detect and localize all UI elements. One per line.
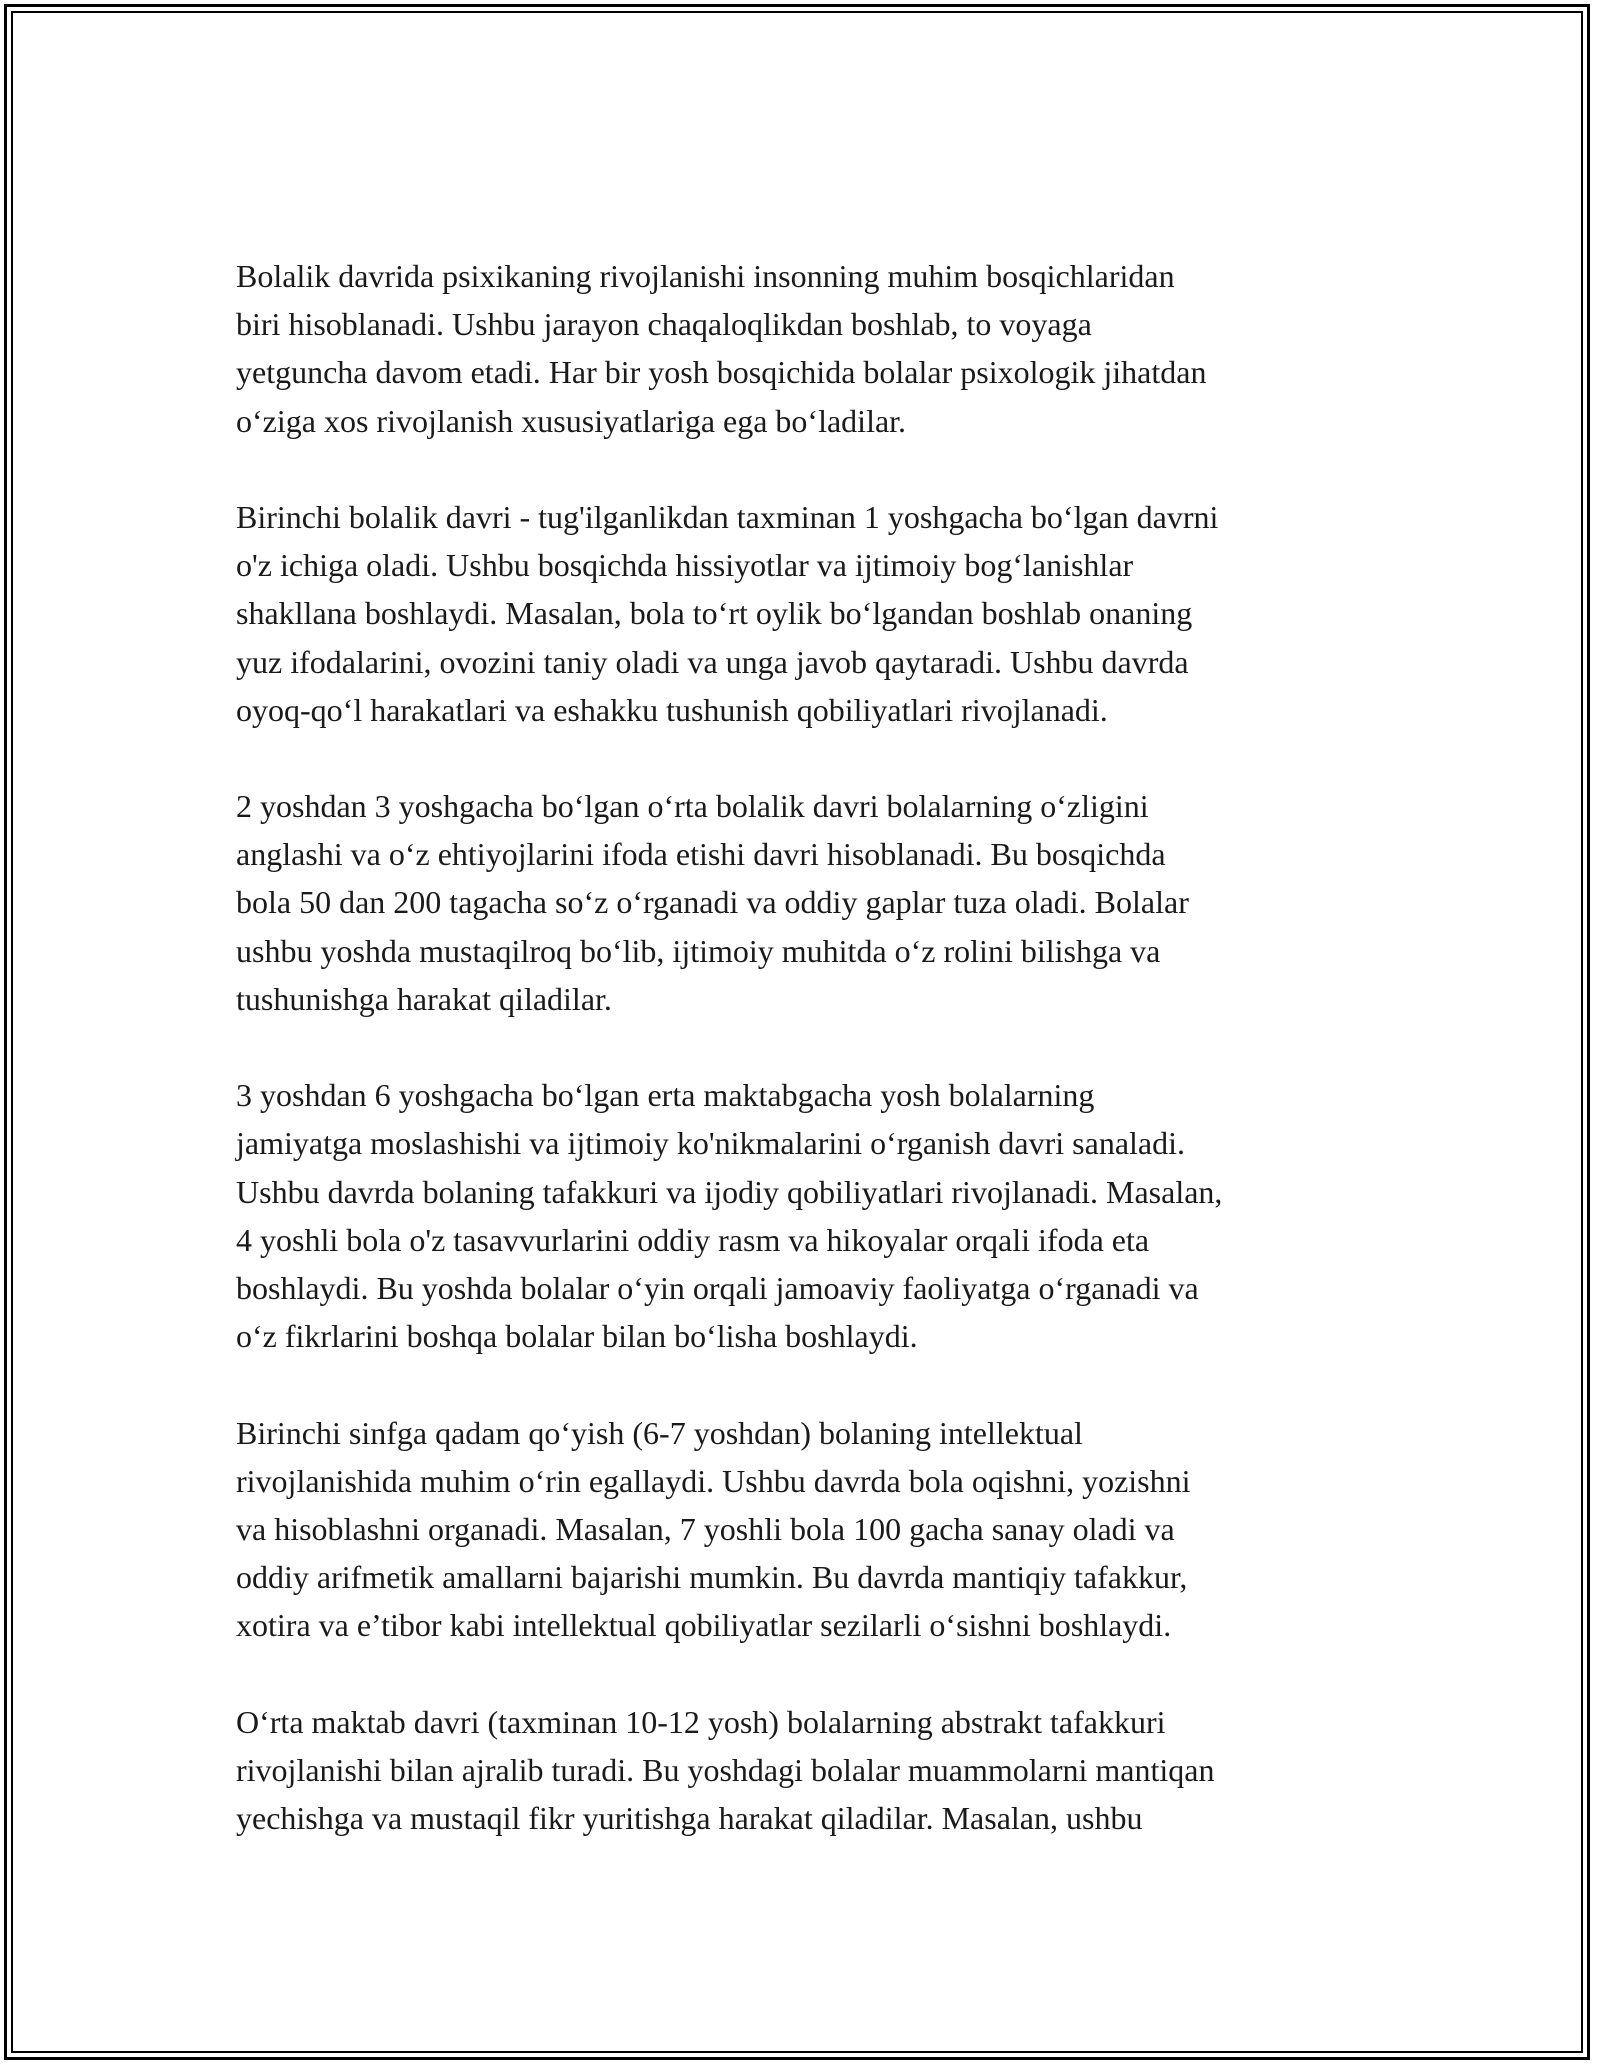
text-line: jamiyatga moslashishi va ijtimoiy ko'nikmalarini o‘rganish davri sanaladi. — [236, 1125, 1185, 1162]
text-line: rivojlanishi bilan ajralib turadi. Bu yoshdagi bolalar muammolarni mantiqan — [236, 1751, 1215, 1788]
text-line: o‘ziga xos rivojlanish xususiyatlariga ega bo‘ladilar. — [236, 402, 907, 439]
paragraph-3 — [236, 782, 1376, 1023]
text-line: boshlaydi. Bu yoshda bolalar o‘yin orqali jamoaviy faoliyatga o‘rganadi va — [236, 1269, 1199, 1306]
paragraph-4 — [236, 1071, 1376, 1360]
text-line: Bolalik davrida psixikaning rivojlanishi insonning muhim bosqichlaridan — [236, 258, 1175, 294]
text-line: yetguncha davom etadi. Har bir yosh bosqichida bolalar psixologik jihatdan — [236, 354, 1207, 391]
paragraph-5 — [236, 1409, 1376, 1650]
text-line: Birinchi bolalik davri - tug'ilganlikdan taxminan 1 yoshgacha bo‘lgan davrni — [236, 498, 1219, 535]
text-line: xotira va e’tibor kabi intellektual qobiliyatlar sezilarli o‘sishni boshlaydi. — [236, 1607, 1172, 1644]
text-line: oddiy arifmetik amallarni bajarishi mumkin. Bu davrda mantiqiy tafakkur, — [236, 1559, 1188, 1596]
text-line: yechishga va mustaqil fikr yuritishga harakat qiladilar. Masalan, ushbu — [236, 1800, 1143, 1836]
text-line: 3 yoshdan 6 yoshgacha bo‘lgan erta maktabgacha yosh bolalarning — [236, 1077, 1095, 1114]
text-line: Ushbu davrda bolaning tafakkuri va ijodiy qobiliyatlari rivojlanadi. Masalan, — [236, 1173, 1223, 1210]
text-line: 4 yoshli bola o'z tasavvurlarini oddiy rasm va hikoyalar orqali ifoda eta — [236, 1221, 1150, 1258]
text-line: biri hisoblanadi. Ushbu jarayon chaqaloqlikdan boshlab, to voyaga — [236, 306, 1092, 343]
document-body — [236, 252, 1376, 1890]
text-line: va hisoblashni organadi. Masalan, 7 yoshli bola 100 gacha sanay oladi va — [236, 1510, 1175, 1547]
text-line: tushunishga harakat qiladilar. — [236, 980, 612, 1017]
text-line: 2 yoshdan 3 yoshgacha bo‘lgan o‘rta bolalik davri bolalarning o‘zligini — [236, 788, 1149, 825]
text-line: bola 50 dan 200 tagacha so‘z o‘rganadi va oddiy gaplar tuza oladi. Bolalar — [236, 884, 1189, 921]
text-line: Birinchi sinfga qadam qo‘yish (6-7 yoshdan) bolaning intellektual — [236, 1414, 1083, 1451]
paragraph-2 — [236, 493, 1376, 734]
text-line: oyoq-qo‘l harakatlari va eshakku tushunish qobiliyatlari rivojlanadi. — [236, 691, 1108, 728]
text-line: rivojlanishida muhim o‘rin egallaydi. Ushbu davrda bola oqishni, yozishni — [236, 1462, 1191, 1499]
text-line: ushbu yoshda mustaqilroq bo‘lib, ijtimoiy muhitda o‘z rolini bilishga va — [236, 932, 1161, 969]
text-line: O‘rta maktab davri (taxminan 10-12 yosh) bolalarning abstrakt tafakkuri — [236, 1703, 1166, 1740]
text-line: shakllana boshlaydi. Masalan, bola to‘rt oylik bo‘lgandan boshlab onaning — [236, 595, 1193, 632]
paragraph-6 — [236, 1698, 1376, 1843]
text-line: o'z ichiga oladi. Ushbu bosqichda hissiyotlar va ijtimoiy bog‘lanishlar — [236, 547, 1134, 584]
text-line: yuz ifodalarini, ovozini taniy oladi va unga javob qaytaradi. Ushbu davrda — [236, 643, 1189, 680]
text-line: anglashi va o‘z ehtiyojlarini ifoda etishi davri hisoblanadi. Bu bosqichda — [236, 836, 1166, 873]
text-line: o‘z fikrlarini boshqa bolalar bilan bo‘lisha boshlaydi. — [236, 1318, 918, 1355]
paragraph-1 — [236, 252, 1376, 445]
